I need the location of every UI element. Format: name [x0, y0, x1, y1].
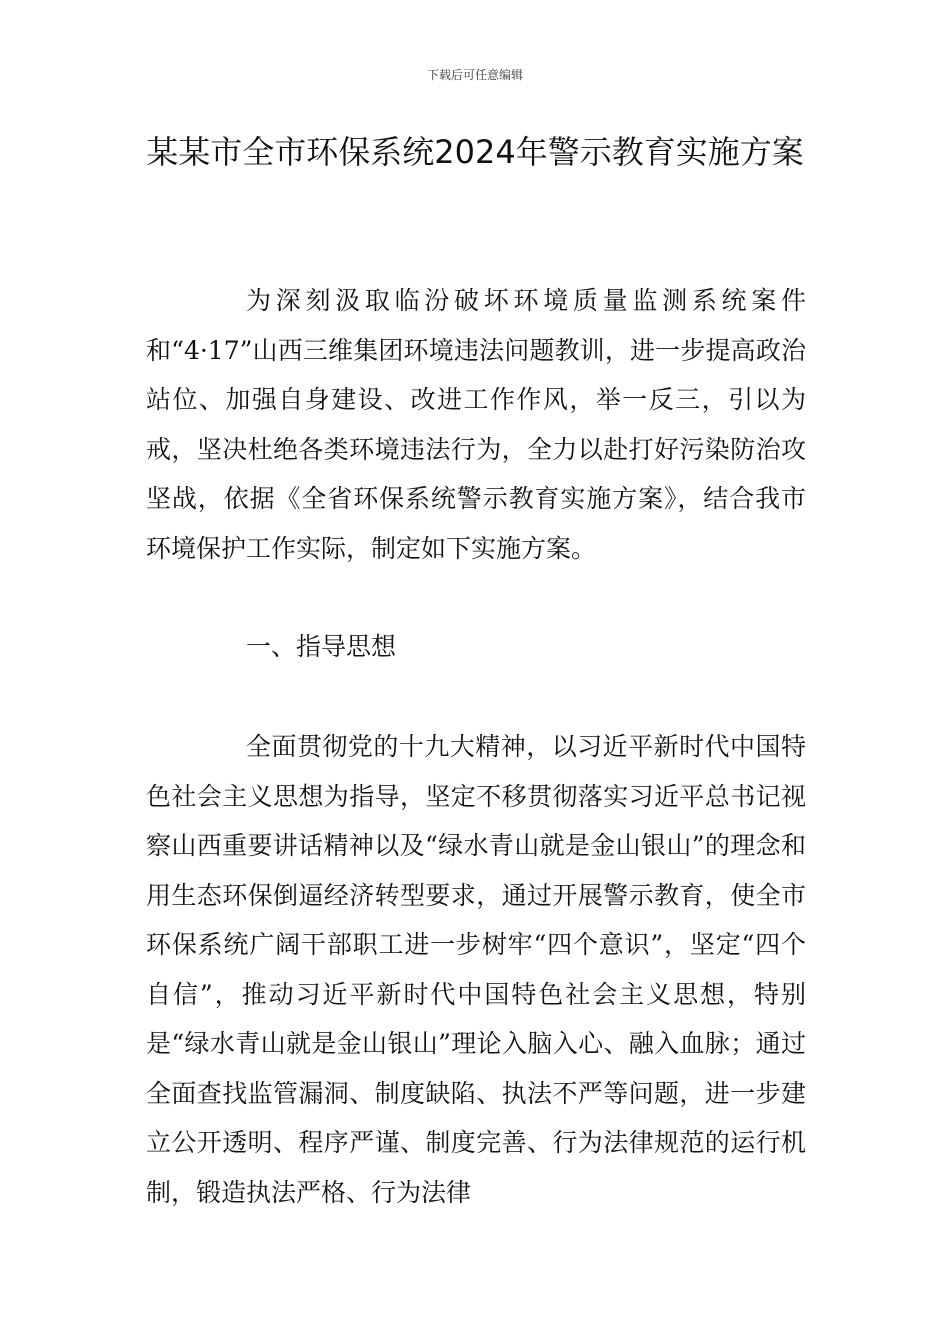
section-heading-guiding-thought: 一、指导思想	[246, 632, 397, 661]
header-note: 下载后可任意编辑	[426, 68, 523, 82]
guiding-thought-paragraph: 全面贯彻党的十九大精神，以习近平新时代中国特色社会主义思想为指导，坚定不移贯彻落实习近平总书记视察山西重要讲话精神以及“绿水青山就是金山银山”的理念和用生态环保倒逼经济转型要求，通过开展警示教育，使全市环保系统广阔干部职工进一步树牢“四个意识”，坚定“四个自信”，推动习近平新时代中国特色社会主义思想，特别是“绿水青山就是金山银山”理论入脑入心、融入血脉；通过全面查找监管漏洞、制度缺陷、执法不严等问题，进一步建立公开透明、程序严谨、制度完善、行为法律规范的运行机制，锻造执法严格、行为法律	[146, 732, 806, 1207]
document-title: 某某市全市环保系统2024年警示教育实施方案	[146, 133, 804, 171]
intro-paragraph: 为深刻汲取临汾破坏环境质量监测系统案件和“4·17”山西三维集团环境违法问题教训，进一步提高政治站位、加强自身建设、改进工作作风，举一反三，引以为戒，坚决杜绝各类环境违法行为，全力以赴打好污染防治攻坚战，依据《全省环保系统警示教育实施方案》，结合我市环境保护工作实际，制定如下实施方案。	[146, 286, 806, 563]
